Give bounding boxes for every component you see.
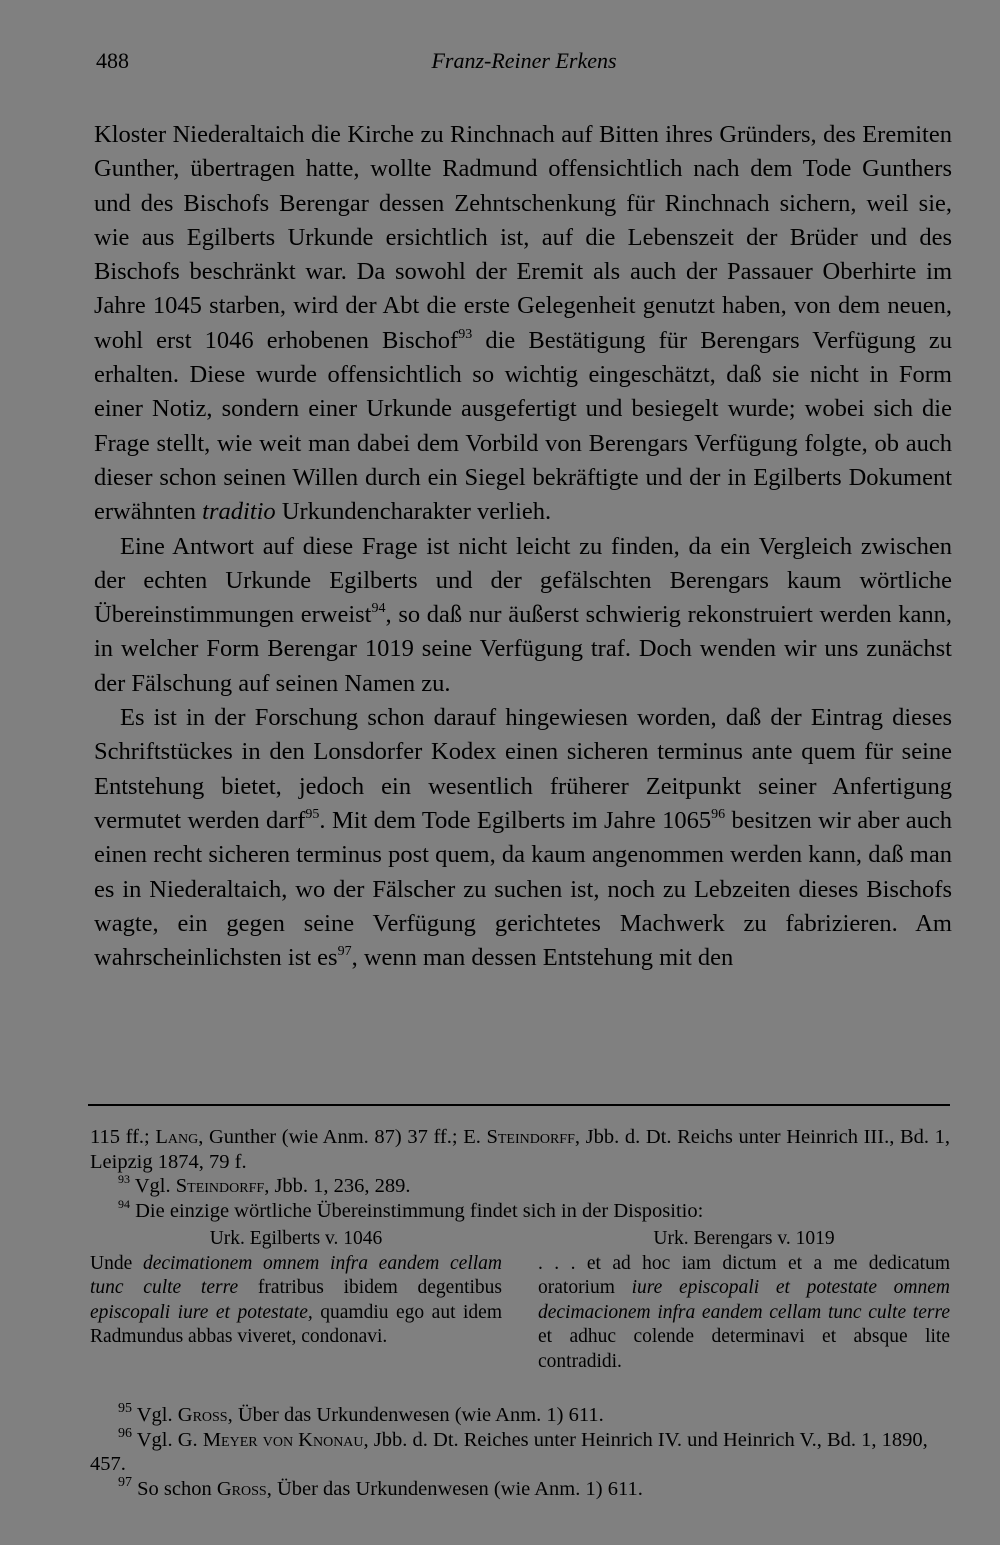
author-name: Meyer von Knonau [202,1428,364,1451]
text-run: besitzen wir aber auch einen recht sicheren terminus post quem, da kaum angenommen werden kann, daß man es in Niederaltaich, wo der Fälscher zu suchen ist, noch zu Lebzeiten dieses Bischofs wagte, ein gegen seine Verfügung gerichtetes Machwerk zu fabrizieren. Am wahrscheinlichsten ist es [94,806,953,972]
text-run: Urkundencharakter verlieh. [275,498,552,526]
paragraph-1 [94,118,952,530]
footnote-number: 95 [118,1401,132,1417]
running-header [96,48,952,78]
footnotes-block-lower [90,1403,950,1501]
text-run: Vgl. [130,1175,176,1197]
text-run: fratribus ibidem degentibus [238,1277,502,1298]
footnote-divider [88,1104,950,1106]
text-run: Eine Antwort auf diese Frage ist nicht leicht zu finden, da ein Vergleich zwischen der echten Urkunde Egilberts und der gefälschten Berengars kaum wörtliche Übereinstimmungen erweist [94,532,952,629]
footnote-ref-96: 96 [711,806,726,822]
comparison-right [538,1227,950,1374]
text-run: Unde [90,1252,143,1274]
text-run: , wenn man dessen Entstehung mit den [351,944,734,972]
text-run: , Über das Urkundenwesen (wie Anm. 1) 611. [227,1404,604,1426]
text-run: Es ist in der Forschung schon darauf hingewiesen worden, daß der Eintrag dieses Schriftstückes in den Lonsdorfer Kodex einen sicheren terminus ante quem für seine Entstehung bietet, jedoch ein wesentlich früherer Zeitpunkt seiner Anfertigung vermutet werden darf [94,704,952,834]
italic-term: traditio [202,498,276,526]
footnote-96 [90,1425,950,1477]
text-run: quamdiu ego aut idem Radmundus abbas viveret, condonavi. [90,1301,502,1347]
text-run: . . . et ad hoc iam dictum et a me dedicatum oratorium [538,1252,950,1298]
text-run: , Jbb. d. Dt. Reiches unter Heinrich IV. und Heinrich V., Bd. 1, 1890, 457. [90,1428,928,1475]
text-run: So schon [132,1477,217,1500]
text-run: . Mit dem Tode Egilberts im Jahre 1065 [319,806,712,834]
text-run: Vgl. [132,1404,178,1426]
footnote-ref-93: 93 [458,326,473,342]
author-name: Steindorff [486,1126,575,1148]
text-run: et adhuc colende determinavi et absque lite contradidi. [538,1326,950,1372]
text-run: , Jbb. d. Dt. Reichs unter Heinrich III., Bd. 1, Leipzig 1874, 79 f. [90,1126,950,1173]
italic-quote: decimationem omnem infra eandem cellam tunc culte terre [90,1252,502,1298]
author-name: Lang [155,1126,199,1148]
italic-quote: episcopali iure et potestate, [90,1301,313,1323]
comparison-columns [90,1227,950,1374]
footnote-continuation [90,1125,950,1174]
column-heading: Urk. Egilberts v. 1046 [209,1228,383,1249]
footnote-number: 96 [118,1425,132,1441]
author-name: Gross [216,1477,267,1500]
main-text [94,118,952,975]
text-run: Die einzige wörtliche Übereinstimmung findet sich in der Dispositio: [130,1199,704,1222]
page-number: 488 [96,48,129,73]
footnote-ref-95: 95 [305,806,320,822]
footnote-93 [90,1174,950,1199]
footnotes-block [90,1125,950,1374]
text-run: Kloster Niederaltaich die Kirche zu Rinchnach auf Bitten ihres Gründers, des Eremiten Gunther, übertragen hatte, wollte Radmund offensichtlich nach dem Tode Gunthers und des Bischofs Berengar dessen Zehntschenkung für Rinchnach sichern, weil sie, wie aus Egilberts Urkunde ersichtlich ist, auf die Lebenszeit der Brüder und des Bischofs beschränkt war. Da sowohl der Eremit als auch der Passauer Oberhirte im Jahre 1045 starben, wird der Abt die erste Gelegenheit genutzt haben, von dem neuen, wohl erst 1046 erhobenen Bischof [94,121,952,354]
author-name: Steindorff [175,1175,265,1197]
comparison-left [90,1227,502,1374]
column-heading: Urk. Berengars v. 1019 [653,1228,835,1249]
running-title-author: Franz-Reiner Erkens [431,48,617,73]
text-run: die Bestätigung für Berengars Verfügung zu erhalten. Diese wurde offensichtlich so wichtig eingeschätzt, daß sie nicht in Form einer Notiz, sondern einer Urkunde ausgefertigt und besiegelt wurde; wobei sich die Frage stellt, wie weit man dabei dem Vorbild von Berengars Verfügung folgte, ob auch dieser schon seinen Willen durch ein Siegel bekräftigte und der in Egilberts Dokument erwähnten [94,326,952,526]
footnote-number: 94 [118,1196,130,1211]
footnote-number: 93 [118,1172,130,1187]
author-name: Gross [177,1404,228,1426]
footnote-ref-94: 94 [371,601,386,616]
paragraph-3 [94,701,952,975]
text-run: , Jbb. 1, 236, 289. [264,1175,411,1197]
footnote-ref-97: 97 [337,943,352,959]
footnote-94 [90,1196,950,1224]
text-run: , Über das Urkundenwesen (wie Anm. 1) 611. [266,1477,643,1500]
text-run: 115 ff.; [90,1126,156,1148]
text-run: , Gunther (wie Anm. 87) 37 ff.; E. [198,1126,487,1148]
text-run: Vgl. G. [132,1428,203,1451]
paragraph-2 [94,530,952,701]
text-run: , so daß nur äußerst schwierig rekonstruiert werden kann, in welcher Form Berengar 1019 seine Verfügung traf. Doch wenden wir uns zunächst der Fälschung auf seinen Namen zu. [94,601,953,697]
italic-quote: iure episcopali et potestate omnem decimacionem infra eandem cellam tunc culte terre [538,1277,950,1323]
footnote-97 [90,1474,950,1502]
footnote-95 [90,1403,950,1428]
footnote-number: 97 [118,1474,132,1490]
